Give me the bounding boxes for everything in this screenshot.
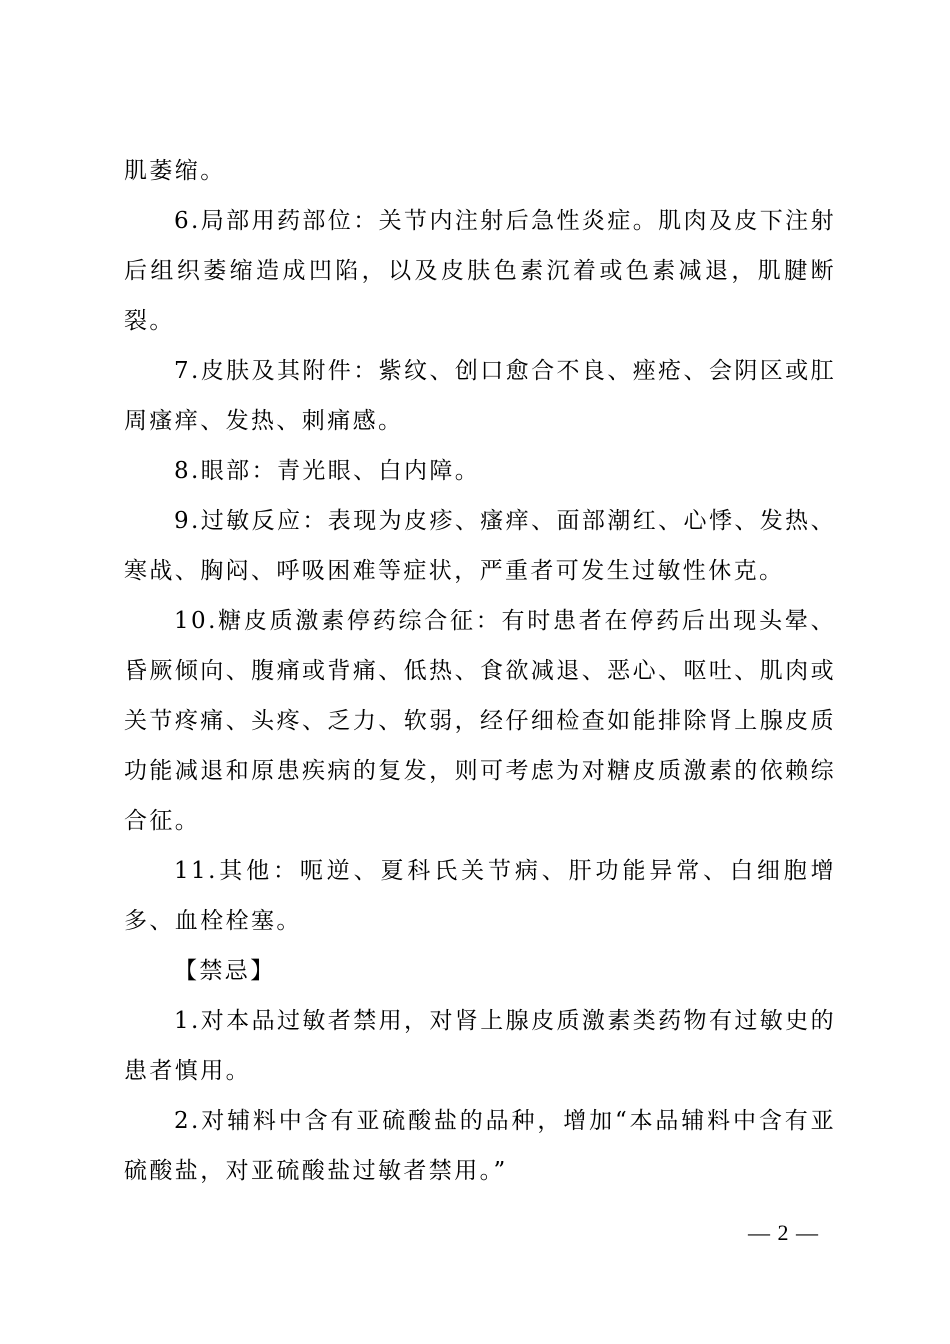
paragraph-continuation: 肌萎缩。 [124,158,226,184]
paragraph-item-6-local-site: 6.局部用药部位：关节内注射后急性炎症。肌肉及皮下注射后组织萎缩造成凹陷，以及皮肤色素沉着或色素减退，肌腱断裂。 [124,208,836,334]
section-heading-contraindications: 【禁忌】 [174,958,276,984]
paragraph-item-7-skin: 7.皮肤及其附件：紫纹、创口愈合不良、痤疮、会阴区或肛周瘙痒、发热、刺痛感。 [124,358,836,434]
paragraph-contraindication-1: 1.对本品过敏者禁用，对肾上腺皮质激素类药物有过敏史的患者慎用。 [124,1008,836,1084]
paragraph-item-11-other: 11.其他：呃逆、夏科氏关节病、肝功能异常、白细胞增多、血栓栓塞。 [124,858,836,934]
document-body [124,146,836,1196]
paragraph-contraindication-2: 2.对辅料中含有亚硫酸盐的品种，增加“本品辅料中含有亚硫酸盐，对亚硫酸盐过敏者禁用。” [124,1108,836,1184]
paragraph-item-8-eye: 8.眼部：青光眼、白内障。 [174,458,481,484]
paragraph-item-9-allergy: 9.过敏反应：表现为皮疹、瘙痒、面部潮红、心悸、发热、寒战、胸闷、呼吸困难等症状，严重者可发生过敏性休克。 [124,508,836,584]
page-number: — 2 — [748,1220,819,1245]
paragraph-item-10-withdrawal: 10.糖皮质激素停药综合征：有时患者在停药后出现头晕、昏厥倾向、腹痛或背痛、低热、食欲减退、恶心、呕吐、肌肉或关节疼痛、头疼、乏力、软弱，经仔细检查如能排除肾上腺皮质功能减退和原患疾病的复发，则可考虑为对糖皮质激素的依赖综合征。 [124,608,836,834]
